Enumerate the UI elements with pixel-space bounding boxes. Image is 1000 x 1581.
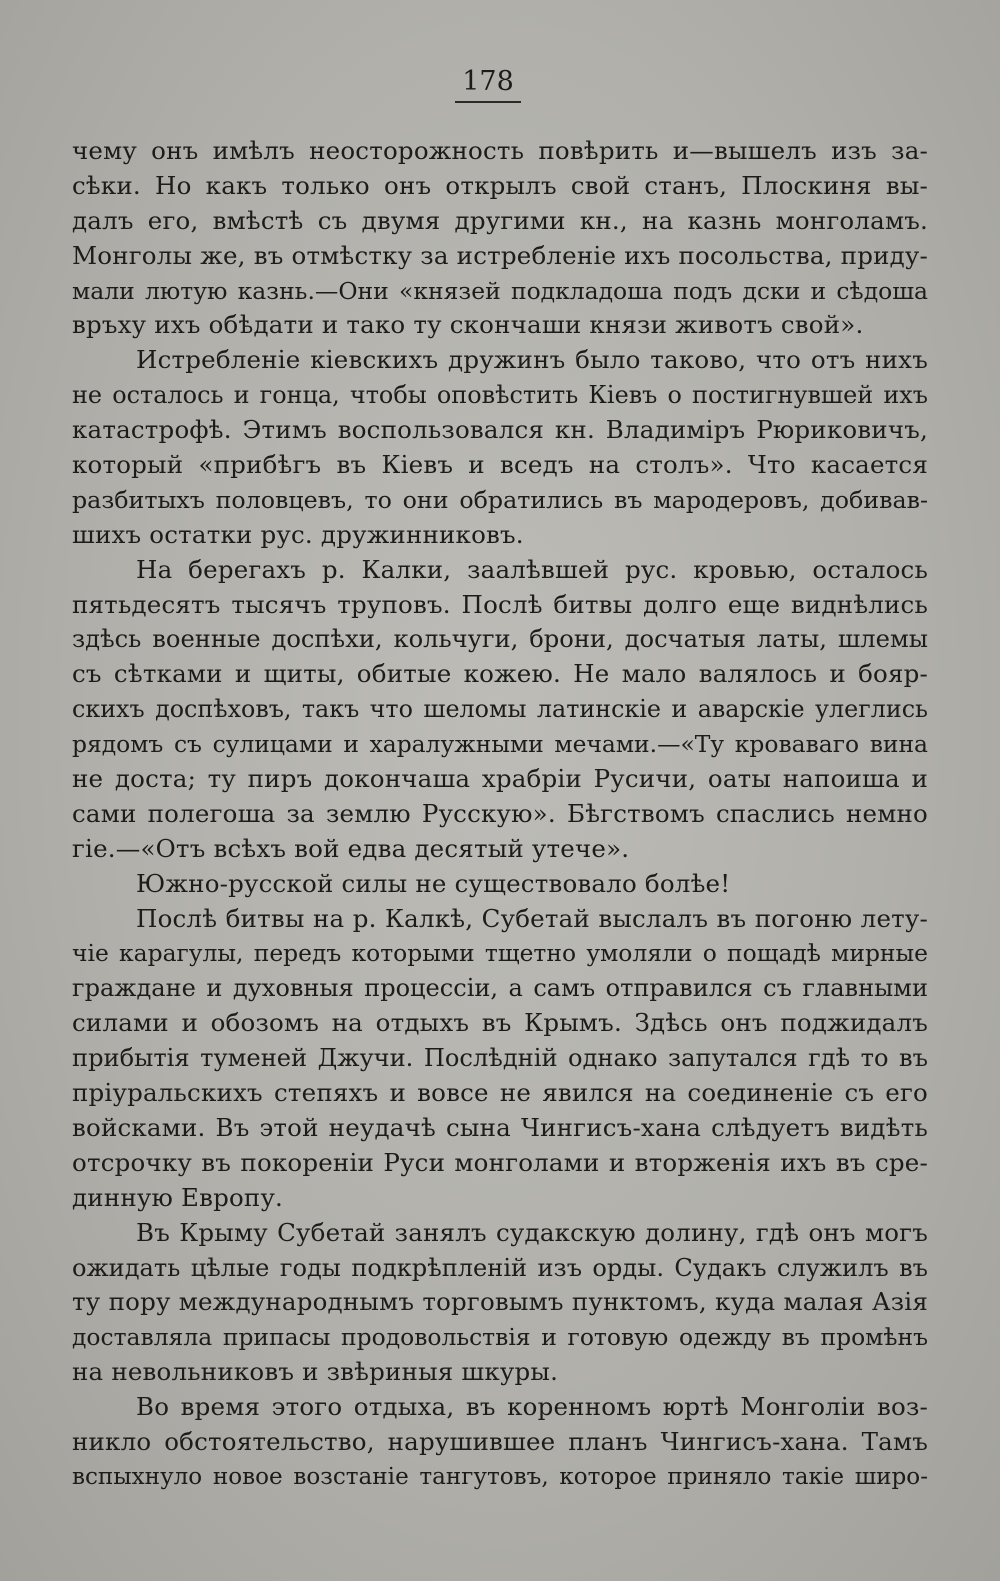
page-number-underline xyxy=(455,101,521,103)
text-line: чіе карагулы, передъ которыми тщетно умоляли о пощадѣ мирные xyxy=(72,939,928,968)
text-line: разбитыхъ половцевъ, то они обратились въ мародеровъ, добивав- xyxy=(72,485,928,514)
text-line: сѣки. Но какъ только онъ открылъ свой станъ, Плоскиня вы- xyxy=(72,170,928,200)
paragraph xyxy=(72,1216,928,1390)
text-line: катастрофѣ. Этимъ воспользовался кн. Владиміръ Рюриковичъ, xyxy=(72,415,928,445)
paragraph xyxy=(72,553,928,867)
text-line: не осталось и гонца, чтобы оповѣстить Кіевъ о постигнувшей ихъ xyxy=(72,381,928,410)
paragraph xyxy=(72,134,928,343)
text-line: гіе.—«Отъ всѣхъ вой едва десятый утече». xyxy=(72,833,630,863)
text-line: здѣсь военные доспѣхи, кольчуги, брони, досчатыя латы, шлемы xyxy=(72,625,928,654)
text-line: на невольниковъ и звѣриныя шкуры. xyxy=(72,1357,559,1387)
text-line: скихъ доспѣховъ, такъ что шеломы латинскіе и аварскіе улеглись xyxy=(72,695,928,724)
text-line: Истребленіе кіевскихъ дружинъ было таково, что отъ нихъ xyxy=(136,345,928,375)
text-line: Южно-русской силы не существовало болѣе! xyxy=(136,868,731,898)
text-line: войсками. Въ этой неудачѣ сына Чингисъ-хана слѣдуетъ видѣть xyxy=(72,1112,928,1142)
text-line: доставляла припасы продовольствія и готовую одежду въ промѣнъ xyxy=(72,1323,928,1352)
text-line: връху ихъ обѣдати и тако ту скончаши князи животъ свой». xyxy=(72,310,864,340)
text-line: вспыхнуло новое возстаніе тангутовъ, которое приняло такіе широ- xyxy=(72,1463,928,1490)
text-line: чему онъ имѣлъ неосторожность повѣрить и—вышелъ изъ за- xyxy=(72,136,928,165)
text-line: никло обстоятельство, нарушившее планъ Чингисъ-хана. Тамъ xyxy=(72,1426,928,1456)
text-line: ту пору международнымъ торговымъ пунктомъ, куда малая Азія xyxy=(72,1287,928,1317)
body-text xyxy=(72,134,928,1495)
page-number: 178 xyxy=(462,66,514,97)
text-line: пятьдесятъ тысячъ труповъ. Послѣ битвы долго еще виднѣлись xyxy=(72,589,928,619)
text-line: Монголы же, въ отмѣстку за истребленіе ихъ посольства, приду- xyxy=(72,240,928,270)
text-line: сами полегоша за землю Русскую». Бѣгствомъ спаслись немно xyxy=(72,798,928,828)
text-line: Въ Крыму Субетай занялъ судакскую долину, гдѣ онъ могъ xyxy=(136,1217,928,1247)
paragraph xyxy=(72,902,928,1216)
paragraph xyxy=(72,867,928,902)
text-line: рядомъ съ сулицами и харалужными мечами.—«Ту кроваваго вина xyxy=(72,730,928,759)
text-line: прибытія туменей Джучи. Послѣдній однако запутался гдѣ то въ xyxy=(72,1044,928,1073)
text-line: съ сѣтками и щиты, обитые кожею. Не мало валялось и бояр- xyxy=(72,659,928,689)
text-line: далъ его, вмѣстѣ съ двумя другими кн., на казнь монголамъ. xyxy=(72,205,928,235)
text-line: отсрочку въ покореніи Руси монголами и вторженія ихъ въ сре- xyxy=(72,1147,928,1177)
text-line: На берегахъ р. Калки, заалѣвшей рус. кровью, осталось xyxy=(136,554,928,584)
text-line: мали лютую казнь.—Они «князей подкладоша подъ дски и сѣдоша xyxy=(72,276,928,305)
paragraph xyxy=(72,343,928,552)
text-line: граждане и духовныя процессіи, а самъ отправился съ главными xyxy=(72,974,928,1003)
text-line: который «прибѣгъ въ Кіевъ и вседъ на столъ». Что касается xyxy=(72,450,928,480)
text-line: пріуральскихъ степяхъ и вовсе не явился на соединеніе съ его xyxy=(72,1078,928,1108)
text-line: ожидать цѣлые годы подкрѣпленій изъ орды. Судакъ служилъ въ xyxy=(72,1253,928,1282)
text-line: динную Европу. xyxy=(72,1182,284,1212)
text-line: шихъ остатки рус. дружинниковъ. xyxy=(72,519,524,549)
text-line: Послѣ битвы на р. Калкѣ, Субетай выслалъ въ погоню лету- xyxy=(136,903,928,933)
text-line: Во время этого отдыха, въ коренномъ юртѣ Монголіи воз- xyxy=(136,1392,928,1422)
text-line: силами и обозомъ на отдыхъ въ Крымъ. Здѣсь онъ поджидалъ xyxy=(72,1008,928,1038)
paragraph xyxy=(72,1390,928,1495)
text-line: не доста; ту пиръ докончаша храбріи Русичи, оаты напоиша и xyxy=(72,764,928,794)
